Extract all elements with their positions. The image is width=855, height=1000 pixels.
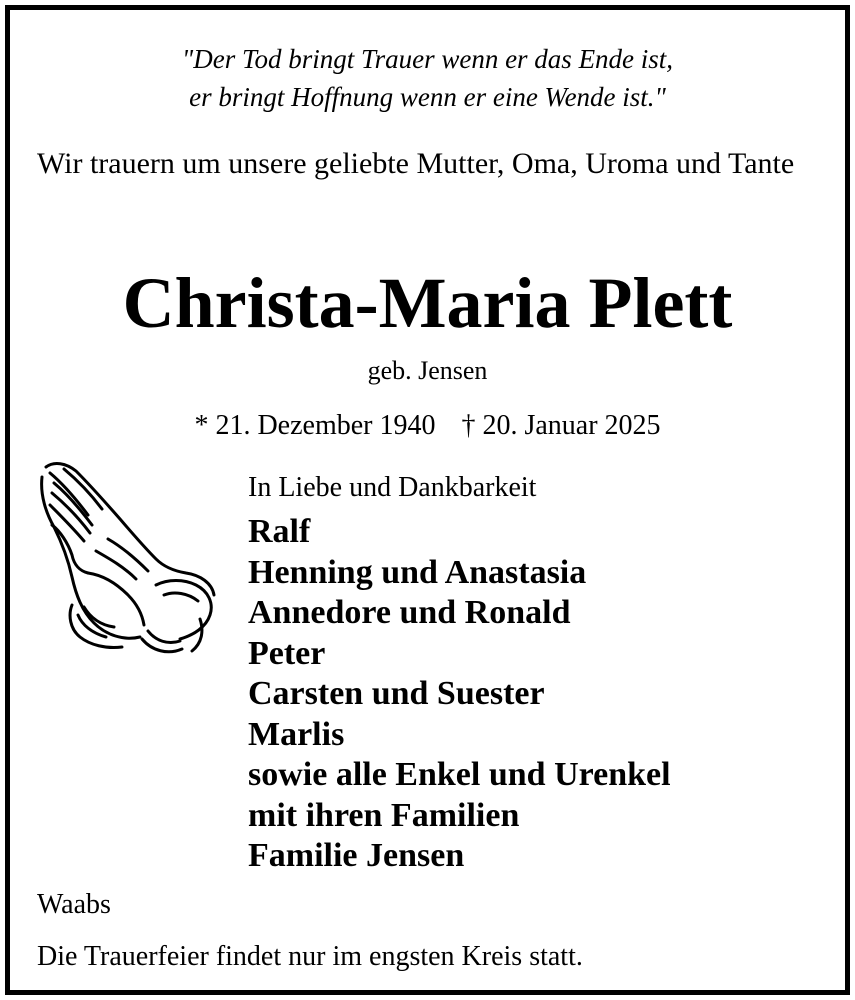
funeral-notice: Die Trauerfeier findet nur im engsten Kreis statt. bbox=[37, 941, 583, 972]
death-date: † 20. Januar 2025 bbox=[461, 410, 661, 441]
place-name: Waabs bbox=[37, 889, 111, 920]
obituary-frame bbox=[5, 5, 850, 995]
quote-line-2: er bringt Hoffnung wenn er eine Wende ist." bbox=[189, 82, 666, 112]
life-dates bbox=[10, 408, 845, 444]
intro-text: Wir trauern um unsere geliebte Mutter, Oma, Uroma und Tante bbox=[37, 147, 795, 180]
memorial-quote bbox=[10, 40, 845, 116]
mourner-name: Henning und Anastasia bbox=[248, 553, 587, 591]
mourner-name: Annedore und Ronald bbox=[248, 594, 571, 631]
mourner-name: sowie alle Enkel und Urenkel bbox=[248, 756, 671, 793]
deceased-name: Christa-Maria Plett bbox=[122, 263, 733, 343]
maiden-name: geb. Jensen bbox=[367, 356, 488, 385]
quote-line-1: "Der Tod bringt Trauer wenn er das Ende ist, bbox=[181, 44, 674, 74]
mourner-name: Peter bbox=[248, 634, 326, 672]
mourner-name: Ralf bbox=[248, 513, 311, 550]
praying-hands-icon bbox=[32, 455, 222, 665]
birth-date: * 21. Dezember 1940 bbox=[194, 410, 436, 441]
mourners-lead: In Liebe und Dankbarkeit bbox=[248, 472, 537, 503]
mourners-block bbox=[248, 470, 848, 877]
mourner-name: Familie Jensen bbox=[248, 837, 465, 874]
mourner-name: mit ihren Familien bbox=[248, 796, 520, 834]
mourner-name: Carsten und Suester bbox=[248, 675, 545, 712]
mourner-name: Marlis bbox=[248, 715, 345, 753]
